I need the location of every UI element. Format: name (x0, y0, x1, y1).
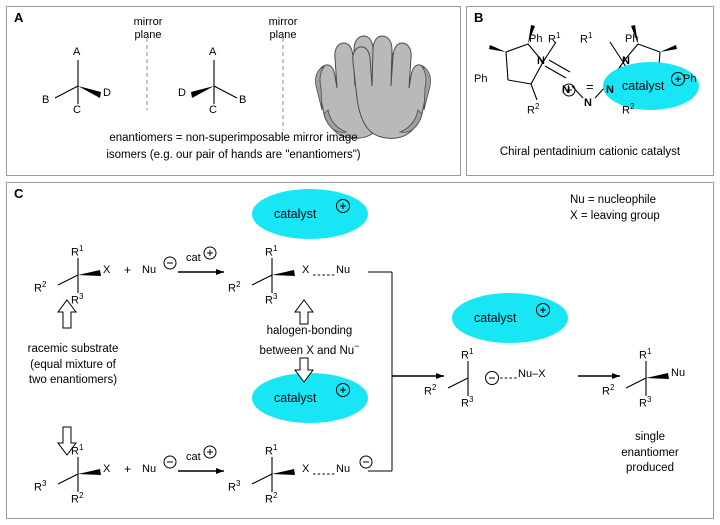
panel-b-ph-topright: Ph (625, 33, 639, 45)
cat-arrow-label-bottom: cat (186, 451, 201, 463)
panel-b-letter: B (474, 10, 484, 25)
single-enantiomer-label: single enantiomer produced (621, 431, 679, 475)
sub-top-r3: $R^3$ (71, 292, 84, 307)
racemic-substrate-label: racemic substrate (equal mixture of two enantiomers) (27, 343, 119, 387)
ts-nu-x: Nu–X (518, 368, 546, 380)
structure-left-atom-c: C (73, 104, 81, 116)
catalyst-oval-right-label: catalyst (474, 311, 517, 325)
sub-bot-r1: $R^1$ (71, 443, 84, 458)
sub-top-x: X (103, 264, 111, 276)
structure-left-atom-d: D (103, 87, 111, 99)
int-top-r3: $R^3$ (265, 292, 278, 307)
structure-left-atom-b: B (42, 94, 50, 106)
structure-left-atom-a: A (73, 46, 81, 58)
panel-b-r2-right: $R^2$ (622, 102, 635, 117)
sub-top-r2: $R^2$ (34, 280, 47, 295)
sub-bot-x: X (103, 463, 111, 475)
int-bot-r2: $R^2$ (265, 491, 278, 506)
panel-b-n-3: N (584, 97, 592, 109)
catalyst-oval-b-label: catalyst (622, 79, 665, 93)
ts-r1: $R^1$ (461, 347, 474, 362)
int-bot-x: X (302, 463, 310, 475)
panel-b-n-4: N (606, 84, 614, 96)
sub-bot-plus: + (124, 462, 132, 476)
sub-bot-r3: $R^3$ (34, 479, 47, 494)
panel-b-ph-right: Ph (683, 73, 697, 85)
structure-right-atom-b: B (239, 94, 247, 106)
panel-a-caption: enantiomers = non-superimposable mirror image isomers (e.g. our pair of hands are "enantiomers") (106, 132, 361, 161)
panel-b-caption: Chiral pentadinium cationic catalyst (499, 146, 681, 158)
ts-r3: $R^3$ (461, 395, 474, 410)
mirror-plane-label-right: mirror plane (268, 16, 298, 41)
prod-r1: $R^1$ (639, 347, 652, 362)
int-top-r2: $R^2$ (228, 280, 241, 295)
sub-top-r1: $R^1$ (71, 244, 84, 259)
sub-top-plus: + (124, 263, 132, 277)
structure-right-atom-a: A (209, 46, 217, 58)
panel-b-equals: = (586, 79, 594, 94)
ts-r2: $R^2$ (424, 383, 437, 398)
panel-b-r1-left: $R^1$ (548, 31, 561, 46)
int-top-x: X (302, 264, 310, 276)
structure-right-atom-c: C (209, 104, 217, 116)
prod-r2: $R^2$ (602, 383, 615, 398)
panel-c-letter: C (14, 186, 24, 201)
legend-nu: Nu = nucleophile (570, 194, 656, 206)
panel-b-n-5: N (622, 55, 630, 67)
sub-bot-r2: $R^2$ (71, 491, 84, 506)
panel-b-r1-right: $R^1$ (580, 31, 593, 46)
int-bot-nu: Nu (336, 463, 351, 475)
panel-b-ph-topleft: Ph (529, 33, 543, 45)
sub-top-nu: Nu (142, 264, 157, 276)
sub-bot-nu: Nu (142, 463, 157, 475)
catalyst-oval-middle-label: catalyst (274, 391, 317, 405)
panel-b-r2-left: $R^2$ (527, 102, 540, 117)
halogen-bonding-label: halogen-bonding between X and Nu− (259, 325, 360, 357)
panel-b-n-1: N (537, 55, 545, 67)
int-bot-r1: $R^1$ (265, 443, 278, 458)
panel-b-ph-left: Ph (474, 73, 488, 85)
int-top-r1: $R^1$ (265, 244, 278, 259)
mirror-plane-label-left: mirror plane (133, 16, 163, 41)
structure-right-atom-d: D (178, 87, 186, 99)
panel-b-n-2: N (562, 84, 570, 96)
prod-r3: $R^3$ (639, 395, 652, 410)
catalyst-oval-top-label: catalyst (274, 207, 317, 221)
panel-a-letter: A (14, 10, 24, 25)
int-top-nu: Nu (336, 264, 351, 276)
int-bot-r3: $R^3$ (228, 479, 241, 494)
legend-x: X = leaving group (570, 210, 660, 222)
cat-arrow-label-top: cat (186, 252, 201, 264)
prod-nu: Nu (671, 367, 686, 379)
